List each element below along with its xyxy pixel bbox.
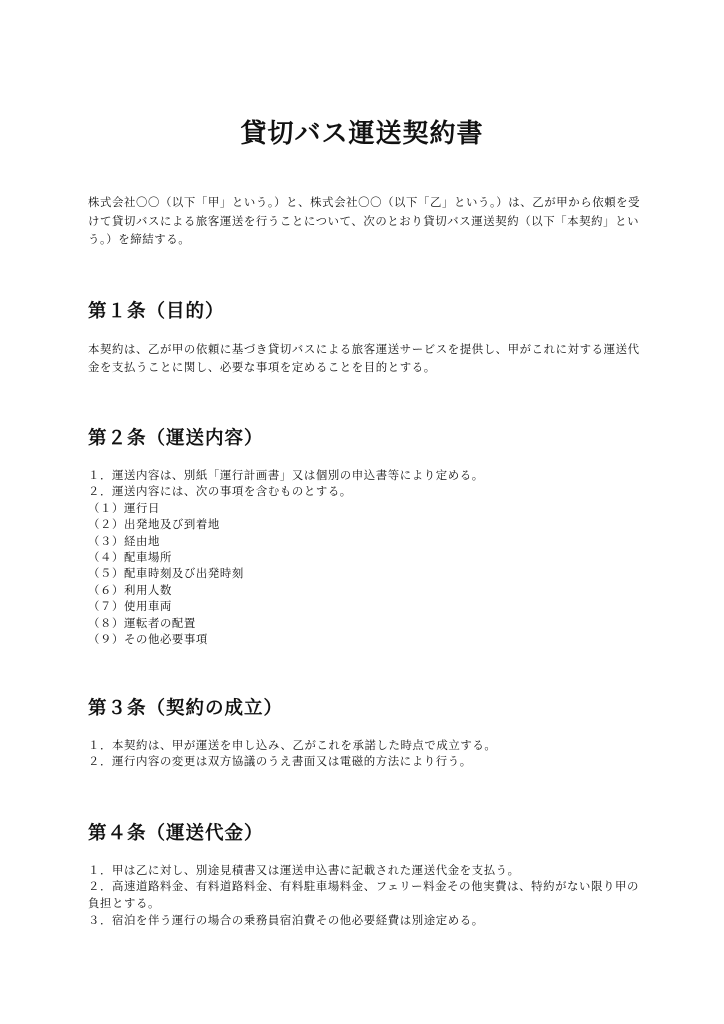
clause-2: ２．高速道路料金、有料道路料金、有料駐車場料金、フェリー料金その他実費は、特約がない限り甲の負担とする。 (88, 879, 640, 910)
item-1: （１）運行日 (88, 500, 160, 515)
article-heading: 第３条（契約の成立） (88, 698, 284, 719)
clause-1: １．甲は乙に対し、別途見積書又は運送申込書に記載された運送代金を支払う。 (88, 863, 520, 877)
item-5: （５）配車時刻及び出発時刻 (88, 566, 244, 581)
article-heading: 第４条（運送代金） (88, 823, 264, 844)
intro-paragraph: 株式会社〇〇（以下「甲」という。）と、株式会社〇〇（以下「乙」という。）は、乙が甲から依頼を受けて貸切バスによる旅客運送を行うことについて、次のとおり貸切バス運送契約（以下「本契約」という。）を締結する。 (88, 195, 641, 246)
article-2 (88, 425, 644, 647)
clause-2: ２．運送内容には、次の事項を含むものとする。 (88, 484, 352, 499)
article-3 (88, 695, 644, 770)
item-4: （４）配車場所 (88, 550, 172, 565)
article-heading: 第１条（目的） (88, 301, 225, 322)
clause-1: １．運送内容は、別紙「運行計画書」又は個別の申込書等により定める。 (88, 468, 484, 482)
clause-3: ３．宿泊を伴う運行の場合の乗務員宿泊費その他必要経費は別途定める。 (88, 912, 484, 927)
article-text: 本契約は、乙が甲の依頼に基づき貸切バスによる旅客運送サービスを提供し、甲がこれに対する運送代金を支払うことに関し、必要な事項を定めることを目的とする。 (88, 342, 640, 375)
item-8: （８）運転者の配置 (88, 615, 196, 630)
document-title: 貸切バス運送契約書 (240, 119, 484, 149)
item-3: （３）経由地 (88, 533, 160, 548)
clause-2: ２．運行内容の変更は双方協議のうえ書面又は電磁的方法により行う。 (88, 754, 472, 769)
article-heading: 第２条（運送内容） (88, 428, 264, 449)
item-6: （６）利用人数 (88, 582, 172, 597)
item-7: （７）使用車両 (88, 599, 172, 614)
clause-1: １．本契約は、甲が運送を申し込み、乙がこれを承諾した時点で成立する。 (88, 738, 497, 752)
item-2: （２）出発地及び到着地 (88, 517, 220, 532)
article-1 (88, 298, 644, 376)
article-4 (88, 820, 644, 928)
item-9: （９）その他必要事項 (88, 632, 208, 647)
